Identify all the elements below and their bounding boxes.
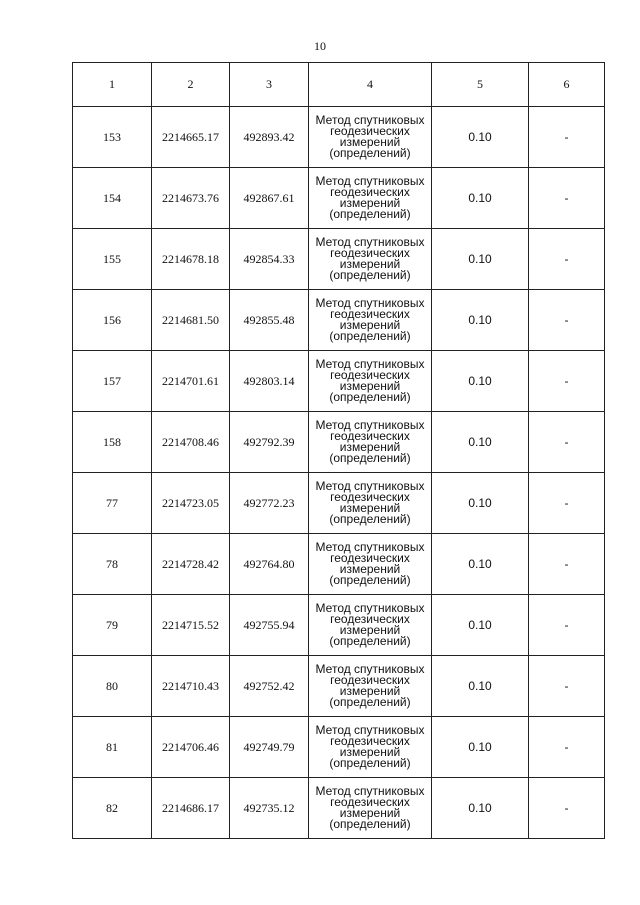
method-cell: [309, 290, 432, 351]
note-cell: -: [529, 412, 605, 473]
method-text: Метод спутниковых геодезических измерений (определений): [315, 479, 425, 526]
point-number-cell: 81: [73, 717, 152, 778]
point-number-cell: 154: [73, 168, 152, 229]
table-row: [73, 595, 605, 656]
y-coordinate-cell: 492867.61: [230, 168, 309, 229]
page-number: 10: [314, 39, 326, 53]
note-cell: -: [529, 534, 605, 595]
note-cell: -: [529, 595, 605, 656]
y-coordinate-cell: 492764.80: [230, 534, 309, 595]
y-coordinate-cell: 492792.39: [230, 412, 309, 473]
column-header: 3: [230, 63, 309, 107]
method-cell: [309, 595, 432, 656]
note-cell: -: [529, 473, 605, 534]
point-number-cell: 79: [73, 595, 152, 656]
method-text: Метод спутниковых геодезических измерений (определений): [315, 662, 425, 709]
accuracy-cell: 0.10: [432, 717, 529, 778]
method-text: Метод спутниковых геодезических измерений (определений): [315, 357, 425, 404]
table-row: [73, 351, 605, 412]
method-text: Метод спутниковых геодезических измерений (определений): [315, 418, 425, 465]
note-cell: -: [529, 778, 605, 839]
x-coordinate-cell: 2214723.05: [152, 473, 230, 534]
point-number-cell: 78: [73, 534, 152, 595]
column-header: 5: [432, 63, 529, 107]
method-cell: [309, 717, 432, 778]
note-cell: -: [529, 351, 605, 412]
accuracy-cell: 0.10: [432, 534, 529, 595]
x-coordinate-cell: 2214710.43: [152, 656, 230, 717]
y-coordinate-cell: 492893.42: [230, 107, 309, 168]
y-coordinate-cell: 492749.79: [230, 717, 309, 778]
point-number-cell: 77: [73, 473, 152, 534]
table-header-row: [73, 63, 605, 107]
accuracy-cell: 0.10: [432, 168, 529, 229]
method-cell: [309, 351, 432, 412]
accuracy-cell: 0.10: [432, 229, 529, 290]
y-coordinate-cell: 492855.48: [230, 290, 309, 351]
table-row: [73, 534, 605, 595]
table-row: [73, 717, 605, 778]
x-coordinate-cell: 2214686.17: [152, 778, 230, 839]
x-coordinate-cell: 2214678.18: [152, 229, 230, 290]
x-coordinate-cell: 2214673.76: [152, 168, 230, 229]
method-cell: [309, 778, 432, 839]
method-cell: [309, 534, 432, 595]
method-text: Метод спутниковых геодезических измерений (определений): [315, 174, 425, 221]
point-number-cell: 157: [73, 351, 152, 412]
x-coordinate-cell: 2214665.17: [152, 107, 230, 168]
table-row: [73, 290, 605, 351]
method-cell: [309, 473, 432, 534]
y-coordinate-cell: 492755.94: [230, 595, 309, 656]
method-text: Метод спутниковых геодезических измерений (определений): [315, 723, 425, 770]
point-number-cell: 80: [73, 656, 152, 717]
accuracy-cell: 0.10: [432, 595, 529, 656]
y-coordinate-cell: 492803.14: [230, 351, 309, 412]
method-text: Метод спутниковых геодезических измерений (определений): [315, 235, 425, 282]
table-row: [73, 656, 605, 717]
method-text: Метод спутниковых геодезических измерений (определений): [315, 113, 425, 160]
method-cell: [309, 229, 432, 290]
accuracy-cell: 0.10: [432, 290, 529, 351]
point-number-cell: 156: [73, 290, 152, 351]
table-row: [73, 107, 605, 168]
x-coordinate-cell: 2214681.50: [152, 290, 230, 351]
point-number-cell: 158: [73, 412, 152, 473]
point-number-cell: 82: [73, 778, 152, 839]
y-coordinate-cell: 492854.33: [230, 229, 309, 290]
column-header: 4: [309, 63, 432, 107]
point-number-cell: 155: [73, 229, 152, 290]
method-cell: [309, 107, 432, 168]
y-coordinate-cell: 492772.23: [230, 473, 309, 534]
point-number-cell: 153: [73, 107, 152, 168]
method-cell: [309, 168, 432, 229]
note-cell: -: [529, 717, 605, 778]
note-cell: -: [529, 168, 605, 229]
coordinates-table: [72, 62, 605, 839]
accuracy-cell: 0.10: [432, 107, 529, 168]
method-text: Метод спутниковых геодезических измерений (определений): [315, 784, 425, 831]
method-text: Метод спутниковых геодезических измерений (определений): [315, 296, 425, 343]
x-coordinate-cell: 2214701.61: [152, 351, 230, 412]
table-row: [73, 473, 605, 534]
note-cell: -: [529, 107, 605, 168]
y-coordinate-cell: 492735.12: [230, 778, 309, 839]
x-coordinate-cell: 2214706.46: [152, 717, 230, 778]
table-row: [73, 229, 605, 290]
accuracy-cell: 0.10: [432, 778, 529, 839]
note-cell: -: [529, 229, 605, 290]
x-coordinate-cell: 2214715.52: [152, 595, 230, 656]
x-coordinate-cell: 2214708.46: [152, 412, 230, 473]
note-cell: -: [529, 656, 605, 717]
method-cell: [309, 656, 432, 717]
table-row: [73, 168, 605, 229]
x-coordinate-cell: 2214728.42: [152, 534, 230, 595]
note-cell: -: [529, 290, 605, 351]
table-row: [73, 412, 605, 473]
column-header: 2: [152, 63, 230, 107]
accuracy-cell: 0.10: [432, 412, 529, 473]
y-coordinate-cell: 492752.42: [230, 656, 309, 717]
accuracy-cell: 0.10: [432, 351, 529, 412]
method-text: Метод спутниковых геодезических измерений (определений): [315, 540, 425, 587]
method-text: Метод спутниковых геодезических измерений (определений): [315, 601, 425, 648]
table-row: [73, 778, 605, 839]
column-header: 1: [73, 63, 152, 107]
method-cell: [309, 412, 432, 473]
accuracy-cell: 0.10: [432, 656, 529, 717]
column-header: 6: [529, 63, 605, 107]
accuracy-cell: 0.10: [432, 473, 529, 534]
